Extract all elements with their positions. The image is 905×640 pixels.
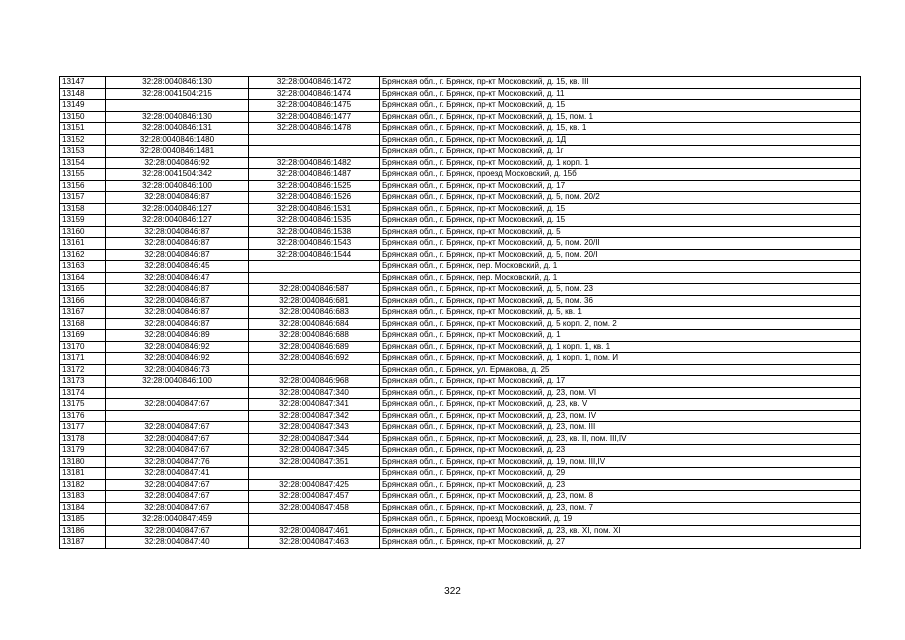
parcel-cadastral-number-cell: 32:28:0040847:76 (106, 456, 249, 468)
parcel-cadastral-number-cell: 32:28:0040846:92 (106, 341, 249, 353)
row-number-cell: 13179 (60, 445, 106, 457)
object-cadastral-number-cell: 32:28:0040846:1531 (249, 203, 380, 215)
object-cadastral-number-cell: 32:28:0040847:342 (249, 410, 380, 422)
table-row (60, 399, 861, 411)
object-cadastral-number-cell: 32:28:0040846:1525 (249, 180, 380, 192)
row-number-cell: 13163 (60, 261, 106, 273)
parcel-cadastral-number-cell: 32:28:0040846:87 (106, 249, 249, 261)
address-cell: Брянская обл., г. Брянск, пр-кт Московский, д. 23 (380, 445, 861, 457)
parcel-cadastral-number-cell: 32:28:0040846:47 (106, 272, 249, 284)
table-row (60, 364, 861, 376)
parcel-cadastral-number-cell: 32:28:0040847:67 (106, 502, 249, 514)
row-number-cell: 13173 (60, 376, 106, 388)
row-number-cell: 13169 (60, 330, 106, 342)
object-cadastral-number-cell: 32:28:0040846:1487 (249, 169, 380, 181)
address-cell: Брянская обл., г. Брянск, пр-кт Московский, д. 23, пом. VI (380, 387, 861, 399)
parcel-cadastral-number-cell: 32:28:0040846:100 (106, 180, 249, 192)
address-cell: Брянская обл., г. Брянск, пер. Московский, д. 1 (380, 272, 861, 284)
address-cell: Брянская обл., г. Брянск, пр-кт Московский, д. 27 (380, 537, 861, 549)
page-number: 322 (444, 586, 461, 597)
row-number-cell: 13165 (60, 284, 106, 296)
object-cadastral-number-cell: 32:28:0040847:351 (249, 456, 380, 468)
address-cell: Брянская обл., г. Брянск, пр-кт Московский, д. 23, кв. XI, пом. XI (380, 525, 861, 537)
address-cell: Брянская обл., г. Брянск, пр-кт Московский, д. 15 (380, 203, 861, 215)
parcel-cadastral-number-cell: 32:28:0040846:87 (106, 226, 249, 238)
address-cell: Брянская обл., г. Брянск, пр-кт Московский, д. 23, пом. III (380, 422, 861, 434)
parcel-cadastral-number-cell: 32:28:0040847:67 (106, 491, 249, 503)
object-cadastral-number-cell: 32:28:0040846:1475 (249, 100, 380, 112)
row-number-cell: 13159 (60, 215, 106, 227)
table-row (60, 479, 861, 491)
object-cadastral-number-cell: 32:28:0040846:1544 (249, 249, 380, 261)
table-row (60, 100, 861, 112)
row-number-cell: 13160 (60, 226, 106, 238)
object-cadastral-number-cell: 32:28:0040846:684 (249, 318, 380, 330)
object-cadastral-number-cell (249, 134, 380, 146)
row-number-cell: 13151 (60, 123, 106, 135)
row-number-cell: 13172 (60, 364, 106, 376)
object-cadastral-number-cell: 32:28:0040847:344 (249, 433, 380, 445)
object-cadastral-number-cell: 32:28:0040847:461 (249, 525, 380, 537)
object-cadastral-number-cell: 32:28:0040846:688 (249, 330, 380, 342)
table-row (60, 157, 861, 169)
table-row (60, 376, 861, 388)
table-row (60, 318, 861, 330)
object-cadastral-number-cell: 32:28:0040846:1474 (249, 88, 380, 100)
row-number-cell: 13149 (60, 100, 106, 112)
object-cadastral-number-cell (249, 146, 380, 158)
object-cadastral-number-cell: 32:28:0040846:1478 (249, 123, 380, 135)
object-cadastral-number-cell: 32:28:0040846:1526 (249, 192, 380, 204)
table-row (60, 502, 861, 514)
table-row (60, 295, 861, 307)
row-number-cell: 13187 (60, 537, 106, 549)
address-cell: Брянская обл., г. Брянск, пр-кт Московский, д. 5 корп. 2, пом. 2 (380, 318, 861, 330)
address-cell: Брянская обл., г. Брянск, пр-кт Московский, д. 19, пом. III,IV (380, 456, 861, 468)
table-row (60, 514, 861, 526)
address-cell: Брянская обл., г. Брянск, пр-кт Московский, д. 1г (380, 146, 861, 158)
row-number-cell: 13156 (60, 180, 106, 192)
parcel-cadastral-number-cell: 32:28:0040846:87 (106, 192, 249, 204)
table-row (60, 261, 861, 273)
parcel-cadastral-number-cell (106, 410, 249, 422)
row-number-cell: 13181 (60, 468, 106, 480)
object-cadastral-number-cell (249, 514, 380, 526)
object-cadastral-number-cell (249, 261, 380, 273)
address-cell: Брянская обл., г. Брянск, пр-кт Московский, д. 23, пом. 7 (380, 502, 861, 514)
address-cell: Брянская обл., г. Брянск, пр-кт Московский, д. 5 (380, 226, 861, 238)
object-cadastral-number-cell: 32:28:0040846:681 (249, 295, 380, 307)
address-cell: Брянская обл., г. Брянск, пр-кт Московский, д. 15 (380, 100, 861, 112)
address-cell: Брянская обл., г. Брянск, пр-кт Московский, д. 1 (380, 330, 861, 342)
table-row (60, 203, 861, 215)
row-number-cell: 13184 (60, 502, 106, 514)
row-number-cell: 13174 (60, 387, 106, 399)
address-cell: Брянская обл., г. Брянск, пр-кт Московский, д. 23 (380, 479, 861, 491)
address-cell: Брянская обл., г. Брянск, пер. Московский, д. 1 (380, 261, 861, 273)
parcel-cadastral-number-cell: 32:28:0040846:92 (106, 353, 249, 365)
object-cadastral-number-cell (249, 272, 380, 284)
parcel-cadastral-number-cell: 32:28:0040846:45 (106, 261, 249, 273)
table-row (60, 341, 861, 353)
table-row (60, 330, 861, 342)
table-row (60, 169, 861, 181)
table-row (60, 284, 861, 296)
table-row (60, 192, 861, 204)
parcel-cadastral-number-cell: 32:28:0040846:127 (106, 203, 249, 215)
table-row (60, 387, 861, 399)
table-row (60, 134, 861, 146)
table-row (60, 491, 861, 503)
address-cell: Брянская обл., г. Брянск, пр-кт Московский, д. 1Д (380, 134, 861, 146)
address-cell: Брянская обл., г. Брянск, пр-кт Московский, д. 1 корп. 1, кв. 1 (380, 341, 861, 353)
row-number-cell: 13185 (60, 514, 106, 526)
row-number-cell: 13186 (60, 525, 106, 537)
parcel-cadastral-number-cell: 32:28:0041504:215 (106, 88, 249, 100)
row-number-cell: 13157 (60, 192, 106, 204)
parcel-cadastral-number-cell: 32:28:0040846:87 (106, 318, 249, 330)
row-number-cell: 13158 (60, 203, 106, 215)
table-row (60, 353, 861, 365)
object-cadastral-number-cell: 32:28:0040846:1472 (249, 77, 380, 89)
table-row (60, 537, 861, 549)
parcel-cadastral-number-cell: 32:28:0040846:127 (106, 215, 249, 227)
parcel-cadastral-number-cell: 32:28:0040847:67 (106, 479, 249, 491)
parcel-cadastral-number-cell: 32:28:0040847:67 (106, 433, 249, 445)
object-cadastral-number-cell: 32:28:0040847:343 (249, 422, 380, 434)
row-number-cell: 13170 (60, 341, 106, 353)
row-number-cell: 13177 (60, 422, 106, 434)
address-cell: Брянская обл., г. Брянск, пр-кт Московский, д. 15, пом. 1 (380, 111, 861, 123)
address-cell: Брянская обл., г. Брянск, пр-кт Московский, д. 23, пом. IV (380, 410, 861, 422)
address-cell: Брянская обл., г. Брянск, пр-кт Московский, д. 15, кв. III (380, 77, 861, 89)
table-row (60, 123, 861, 135)
parcel-cadastral-number-cell: 32:28:0041504:342 (106, 169, 249, 181)
parcel-cadastral-number-cell: 32:28:0040847:40 (106, 537, 249, 549)
row-number-cell: 13164 (60, 272, 106, 284)
address-cell: Брянская обл., г. Брянск, пр-кт Московский, д. 1 корп. 1, пом. И (380, 353, 861, 365)
parcel-cadastral-number-cell: 32:28:0040847:459 (106, 514, 249, 526)
parcel-cadastral-number-cell: 32:28:0040846:87 (106, 307, 249, 319)
address-cell: Брянская обл., г. Брянск, пр-кт Московский, д. 5, пом. 20/II (380, 238, 861, 250)
table-row (60, 422, 861, 434)
address-cell: Брянская обл., г. Брянск, пр-кт Московский, д. 5, кв. 1 (380, 307, 861, 319)
address-cell: Брянская обл., г. Брянск, пр-кт Московский, д. 15, кв. 1 (380, 123, 861, 135)
address-cell: Брянская обл., г. Брянск, пр-кт Московский, д. 5, пом. 20/2 (380, 192, 861, 204)
table-row (60, 307, 861, 319)
address-cell: Брянская обл., г. Брянск, пр-кт Московский, д. 1 корп. 1 (380, 157, 861, 169)
row-number-cell: 13176 (60, 410, 106, 422)
row-number-cell: 13148 (60, 88, 106, 100)
object-cadastral-number-cell: 32:28:0040846:1543 (249, 238, 380, 250)
row-number-cell: 13153 (60, 146, 106, 158)
object-cadastral-number-cell: 32:28:0040846:1477 (249, 111, 380, 123)
table-row (60, 146, 861, 158)
parcel-cadastral-number-cell: 32:28:0040846:87 (106, 284, 249, 296)
parcel-cadastral-number-cell: 32:28:0040846:73 (106, 364, 249, 376)
row-number-cell: 13152 (60, 134, 106, 146)
row-number-cell: 13175 (60, 399, 106, 411)
table-row (60, 88, 861, 100)
table-row (60, 433, 861, 445)
parcel-cadastral-number-cell: 32:28:0040846:131 (106, 123, 249, 135)
object-cadastral-number-cell: 32:28:0040846:692 (249, 353, 380, 365)
address-cell: Брянская обл., г. Брянск, пр-кт Московский, д. 17 (380, 376, 861, 388)
address-cell: Брянская обл., г. Брянск, проезд Московский, д. 15б (380, 169, 861, 181)
address-cell: Брянская обл., г. Брянск, пр-кт Московский, д. 17 (380, 180, 861, 192)
address-cell: Брянская обл., г. Брянск, пр-кт Московский, д. 23, пом. 8 (380, 491, 861, 503)
table-row (60, 525, 861, 537)
parcel-cadastral-number-cell: 32:28:0040847:67 (106, 445, 249, 457)
row-number-cell: 13166 (60, 295, 106, 307)
parcel-cadastral-number-cell (106, 387, 249, 399)
row-number-cell: 13162 (60, 249, 106, 261)
parcel-cadastral-number-cell: 32:28:0040846:92 (106, 157, 249, 169)
row-number-cell: 13167 (60, 307, 106, 319)
row-number-cell: 13178 (60, 433, 106, 445)
row-number-cell: 13150 (60, 111, 106, 123)
table-row (60, 226, 861, 238)
parcel-cadastral-number-cell: 32:28:0040847:67 (106, 422, 249, 434)
parcel-cadastral-number-cell: 32:28:0040846:130 (106, 77, 249, 89)
address-cell: Брянская обл., г. Брянск, пр-кт Московский, д. 23, кв. II, пом. III,IV (380, 433, 861, 445)
table-row (60, 249, 861, 261)
address-cell: Брянская обл., г. Брянск, пр-кт Московский, д. 5, пом. 36 (380, 295, 861, 307)
table-row (60, 77, 861, 89)
row-number-cell: 13183 (60, 491, 106, 503)
object-cadastral-number-cell: 32:28:0040846:683 (249, 307, 380, 319)
row-number-cell: 13182 (60, 479, 106, 491)
object-cadastral-number-cell: 32:28:0040847:425 (249, 479, 380, 491)
parcel-cadastral-number-cell: 32:28:0040846:1481 (106, 146, 249, 158)
parcel-cadastral-number-cell: 32:28:0040847:67 (106, 399, 249, 411)
parcel-cadastral-number-cell: 32:28:0040846:87 (106, 295, 249, 307)
row-number-cell: 13155 (60, 169, 106, 181)
table-row (60, 468, 861, 480)
parcel-cadastral-number-cell: 32:28:0040847:67 (106, 525, 249, 537)
object-cadastral-number-cell: 32:28:0040846:1535 (249, 215, 380, 227)
parcel-cadastral-number-cell: 32:28:0040846:89 (106, 330, 249, 342)
row-number-cell: 13180 (60, 456, 106, 468)
parcel-cadastral-number-cell (106, 100, 249, 112)
address-cell: Брянская обл., г. Брянск, пр-кт Московский, д. 11 (380, 88, 861, 100)
object-cadastral-number-cell: 32:28:0040846:1482 (249, 157, 380, 169)
parcel-cadastral-number-cell: 32:28:0040846:130 (106, 111, 249, 123)
address-cell: Брянская обл., г. Брянск, ул. Ермакова, д. 25 (380, 364, 861, 376)
address-cell: Брянская обл., г. Брянск, пр-кт Московский, д. 5, пом. 20/I (380, 249, 861, 261)
table-row (60, 215, 861, 227)
object-cadastral-number-cell: 32:28:0040846:1538 (249, 226, 380, 238)
address-cell: Брянская обл., г. Брянск, проезд Московский, д. 19 (380, 514, 861, 526)
object-cadastral-number-cell (249, 364, 380, 376)
table-row (60, 410, 861, 422)
row-number-cell: 13154 (60, 157, 106, 169)
table-row (60, 180, 861, 192)
row-number-cell: 13161 (60, 238, 106, 250)
object-cadastral-number-cell: 32:28:0040847:345 (249, 445, 380, 457)
address-cell: Брянская обл., г. Брянск, пр-кт Московский, д. 29 (380, 468, 861, 480)
object-cadastral-number-cell: 32:28:0040847:463 (249, 537, 380, 549)
object-cadastral-number-cell: 32:28:0040846:587 (249, 284, 380, 296)
row-number-cell: 13171 (60, 353, 106, 365)
object-cadastral-number-cell: 32:28:0040847:340 (249, 387, 380, 399)
object-cadastral-number-cell: 32:28:0040847:341 (249, 399, 380, 411)
object-cadastral-number-cell: 32:28:0040846:968 (249, 376, 380, 388)
object-cadastral-number-cell (249, 468, 380, 480)
parcel-cadastral-number-cell: 32:28:0040846:87 (106, 238, 249, 250)
address-cell: Брянская обл., г. Брянск, пр-кт Московский, д. 5, пом. 23 (380, 284, 861, 296)
address-cell: Брянская обл., г. Брянск, пр-кт Московский, д. 23, кв. V (380, 399, 861, 411)
table-row (60, 272, 861, 284)
parcel-cadastral-number-cell: 32:28:0040846:1480 (106, 134, 249, 146)
object-cadastral-number-cell: 32:28:0040846:689 (249, 341, 380, 353)
table-row (60, 456, 861, 468)
cadastral-table-body (60, 77, 861, 549)
object-cadastral-number-cell: 32:28:0040847:457 (249, 491, 380, 503)
cadastral-table (59, 76, 861, 549)
row-number-cell: 13168 (60, 318, 106, 330)
table-row (60, 238, 861, 250)
object-cadastral-number-cell: 32:28:0040847:458 (249, 502, 380, 514)
table-row (60, 445, 861, 457)
table-row (60, 111, 861, 123)
parcel-cadastral-number-cell: 32:28:0040846:100 (106, 376, 249, 388)
address-cell: Брянская обл., г. Брянск, пр-кт Московский, д. 15 (380, 215, 861, 227)
row-number-cell: 13147 (60, 77, 106, 89)
parcel-cadastral-number-cell: 32:28:0040847:41 (106, 468, 249, 480)
